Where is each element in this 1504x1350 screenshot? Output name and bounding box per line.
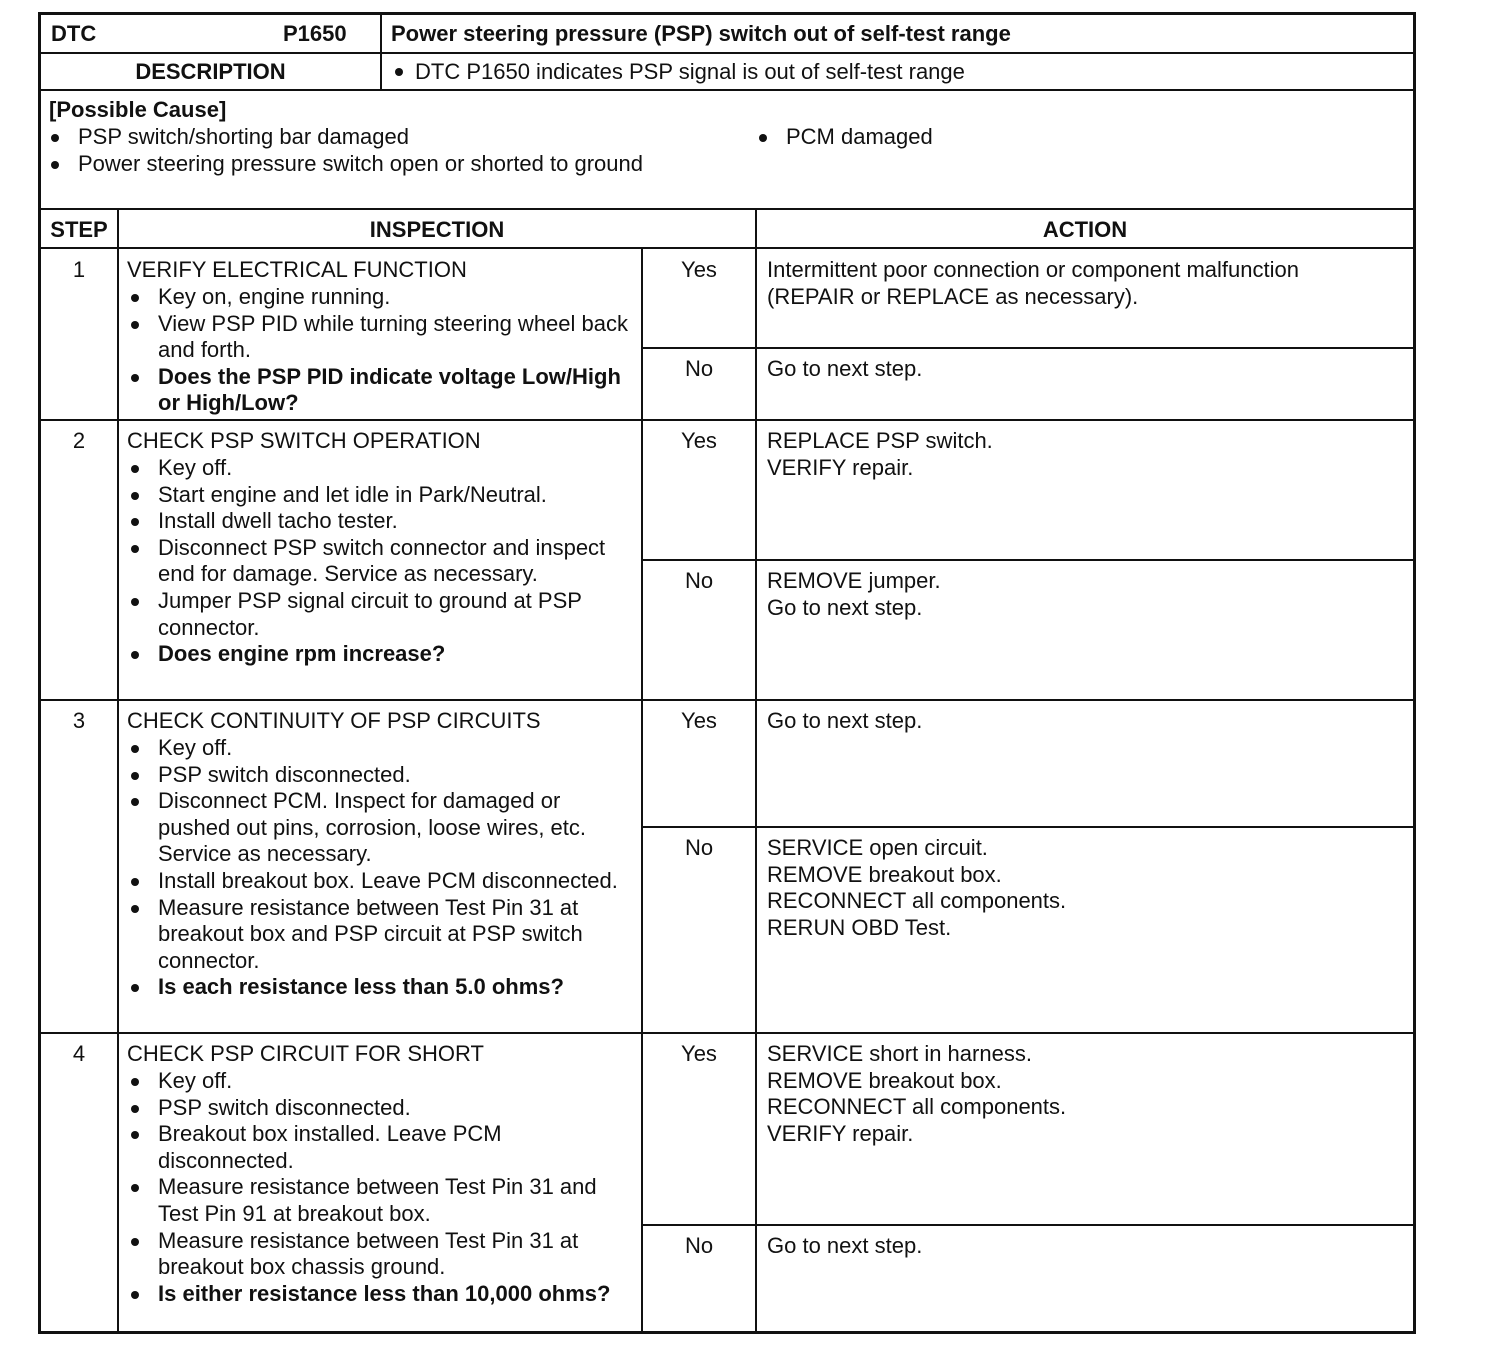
divider: [41, 699, 1413, 701]
divider: [641, 347, 1413, 349]
list-item: Install breakout box. Leave PCM disconnected.: [127, 868, 637, 895]
possible-cause-right: [755, 124, 1155, 151]
divider: [41, 1032, 1413, 1034]
yes-label: Yes: [681, 1041, 717, 1066]
step-items: [127, 1068, 637, 1307]
dtc-code: P1650: [283, 21, 347, 46]
yes-action: [767, 1041, 1066, 1147]
list-item: PSP switch disconnected.: [127, 1095, 637, 1122]
list-item: Key off.: [127, 735, 637, 762]
step-number: 3: [72, 708, 86, 733]
action-line: RECONNECT all components.: [767, 888, 1067, 914]
step-items: [127, 455, 637, 668]
step-number: 4: [72, 1041, 86, 1066]
yes-action: [767, 257, 1299, 310]
list-item: PCM damaged: [755, 124, 1155, 151]
divider: [117, 208, 119, 1334]
list-item: Measure resistance between Test Pin 31 at breakout box and PSP circuit at PSP switch connector.: [127, 895, 637, 975]
no-label: No: [684, 568, 714, 593]
list-item: PSP switch disconnected.: [127, 762, 637, 789]
no-action: [767, 568, 941, 621]
column-header-step: STEP: [50, 217, 108, 242]
step-question: Is either resistance less than 10,000 ohms?: [127, 1281, 637, 1308]
description-label: DESCRIPTION: [135, 59, 286, 84]
action-line: (REPAIR or REPLACE as necessary).: [767, 283, 1139, 309]
yes-label: Yes: [681, 708, 717, 733]
step-question: Does engine rpm increase?: [127, 641, 637, 668]
divider: [41, 52, 1413, 54]
divider: [641, 1224, 1413, 1226]
list-item: Install dwell tacho tester.: [127, 508, 637, 535]
possible-cause-heading: [Possible Cause]: [49, 97, 227, 122]
action-line: Intermittent poor connection or component malfunction: [767, 257, 1299, 282]
action-line: REMOVE breakout box.: [767, 861, 1002, 887]
no-action: [767, 1233, 922, 1260]
column-header-inspection: INSPECTION: [369, 217, 505, 242]
dtc-table: [38, 12, 1416, 1334]
step-items: [127, 735, 637, 1001]
column-header-action: ACTION: [1042, 217, 1128, 242]
no-action: [767, 356, 922, 383]
divider: [41, 208, 1413, 210]
no-label: No: [684, 356, 714, 381]
list-item: Start engine and let idle in Park/Neutral.: [127, 482, 637, 509]
yes-label: Yes: [681, 428, 717, 453]
divider: [380, 15, 382, 90]
action-line: RERUN OBD Test.: [767, 914, 952, 940]
dtc-title: Power steering pressure (PSP) switch out of self-test range: [391, 21, 1011, 46]
divider: [641, 247, 643, 1334]
step-title: VERIFY ELECTRICAL FUNCTION: [127, 257, 467, 282]
divider: [41, 89, 1413, 91]
list-item: Key on, engine running.: [127, 284, 637, 311]
action-line: VERIFY repair.: [767, 1120, 914, 1146]
no-label: No: [684, 835, 714, 860]
action-line: REMOVE breakout box.: [767, 1067, 1002, 1093]
action-line: RECONNECT all components.: [767, 1094, 1067, 1120]
list-item: Disconnect PSP switch connector and inspect end for damage. Service as necessary.: [127, 535, 637, 588]
action-line: VERIFY repair.: [767, 454, 914, 480]
yes-label: Yes: [681, 257, 717, 282]
action-line: REPLACE PSP switch.: [767, 428, 993, 453]
list-item: Disconnect PCM. Inspect for damaged or pushed out pins, corrosion, loose wires, etc. Service as necessary.: [127, 788, 637, 868]
description-text: DTC P1650 indicates PSP signal is out of self-test range: [393, 59, 965, 86]
no-action: [767, 835, 1066, 941]
dtc-label: DTC: [51, 21, 97, 46]
list-item: Key off.: [127, 455, 637, 482]
step-title: CHECK PSP SWITCH OPERATION: [127, 428, 481, 453]
no-label: No: [684, 1233, 714, 1258]
action-line: Go to next step.: [767, 708, 923, 733]
divider: [641, 826, 1413, 828]
action-line: Go to next step.: [767, 1233, 923, 1258]
divider: [41, 419, 1413, 421]
list-item: Measure resistance between Test Pin 31 at breakout box chassis ground.: [127, 1228, 637, 1281]
yes-action: [767, 428, 993, 481]
action-line: SERVICE open circuit.: [767, 835, 988, 860]
list-item: Key off.: [127, 1068, 637, 1095]
list-item: Power steering pressure switch open or shorted to ground: [47, 151, 647, 178]
divider: [41, 247, 1413, 249]
action-line: Go to next step.: [767, 594, 923, 620]
list-item: Measure resistance between Test Pin 31 and Test Pin 91 at breakout box.: [127, 1174, 637, 1227]
step-items: [127, 284, 637, 417]
yes-action: [767, 708, 922, 735]
step-title: CHECK CONTINUITY OF PSP CIRCUITS: [127, 708, 541, 733]
action-line: SERVICE short in harness.: [767, 1041, 1032, 1066]
list-item: View PSP PID while turning steering wheel back and forth.: [127, 311, 637, 364]
divider: [641, 559, 1413, 561]
action-line: Go to next step.: [767, 356, 923, 381]
list-item: Jumper PSP signal circuit to ground at PSP connector.: [127, 588, 637, 641]
step-number: 2: [72, 428, 86, 453]
possible-cause-left: [47, 124, 647, 177]
list-item: Breakout box installed. Leave PCM disconnected.: [127, 1121, 637, 1174]
step-number: 1: [72, 257, 86, 282]
action-line: REMOVE jumper.: [767, 568, 941, 593]
step-question: Is each resistance less than 5.0 ohms?: [127, 974, 637, 1001]
step-question: Does the PSP PID indicate voltage Low/High or High/Low?: [127, 364, 637, 417]
list-item: PSP switch/shorting bar damaged: [47, 124, 647, 151]
divider: [755, 208, 757, 1334]
step-title: CHECK PSP CIRCUIT FOR SHORT: [127, 1041, 484, 1066]
